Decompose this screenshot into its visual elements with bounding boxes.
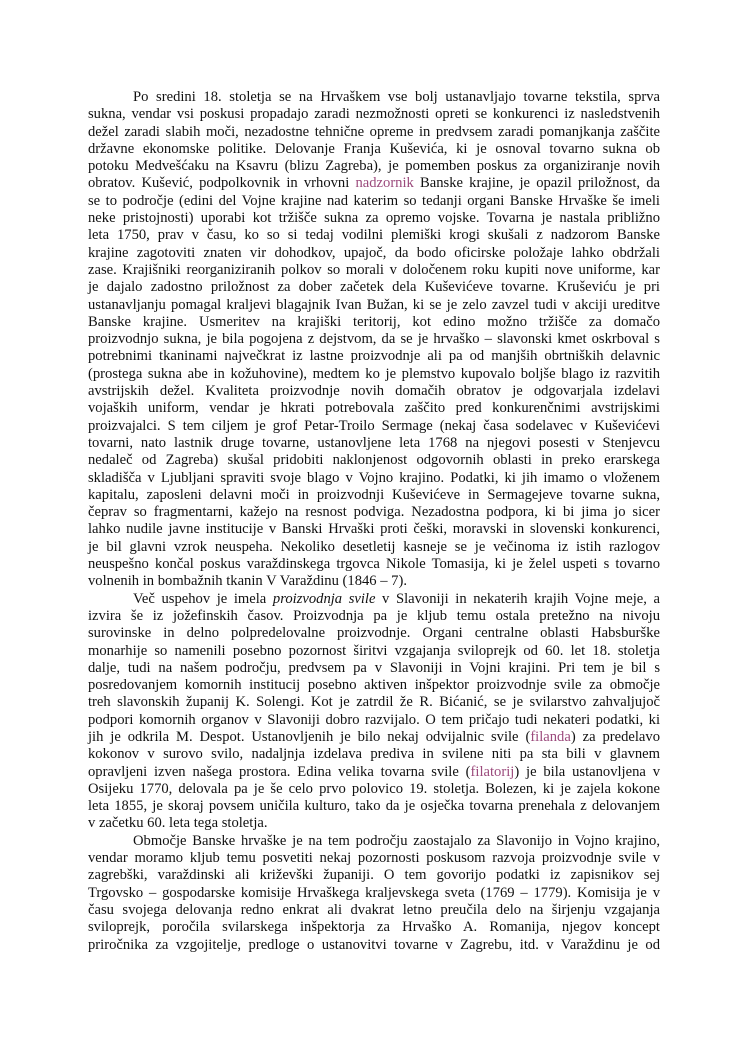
- text-segment: (prostega sukna abe in kožuhovine), medtem ko je plemstvo kupovalo boljše blago iz razvitih: [88, 365, 660, 382]
- text-line: [88, 106, 660, 123]
- text-segment: posredovanjem komornih institucij posebno aktiven inšpektor proizvodnje svile za območje: [88, 677, 660, 694]
- text-segment: zagrebški, varaždinski ali križevški županiji. O tem govorijo podatki iz zapisnikov sej: [88, 867, 660, 884]
- glossary-link[interactable]: nadzornik: [355, 175, 414, 192]
- text-line: [88, 885, 660, 902]
- text-line: [88, 435, 660, 452]
- text-line: [88, 902, 660, 919]
- text-segment: v Slavoniji in nekaterih krajih Vojne meje, a: [375, 590, 661, 607]
- text-line: [88, 694, 660, 711]
- text-line: [88, 833, 660, 850]
- text-segment: izvira še iz jožefinskih časov. Proizvodnja pa je kljub temu ostala pretežno na nivoju: [88, 607, 660, 624]
- text-line: [88, 867, 660, 884]
- text-line: [88, 850, 660, 867]
- text-segment: dalje, tudi na našem področju, predvsem pa v Slavoniji in Vojni krajini. Pri tem je bil s: [88, 659, 660, 676]
- text-line: [88, 158, 660, 175]
- text-segment: leta 1855, je skoraj povsem uničila kulturo, tako da je osječka tovarna prenehala z delovanjem: [88, 798, 660, 815]
- text-segment: državne ekonomske politike. Delovanje Franja Kuševića, ki je osnoval tovarno sukna ob: [88, 140, 660, 157]
- text-line: [88, 746, 660, 763]
- text-segment: Območje Banske hrvaške je na tem področju zaostajalo za Slavonijo in Vojno krajino,: [133, 832, 660, 849]
- text-segment: krajine zagotoviti znaten vir dohodkov, upajoč, da bodo oficirske položaje lahko obdržali: [88, 244, 660, 261]
- text-line: [88, 591, 660, 608]
- emphasized-text: proizvodnja svile: [272, 590, 376, 607]
- glossary-link[interactable]: filanda: [530, 728, 571, 745]
- text-segment: Osijeku 1770, delovala pa je še celo prvo polovico 19. stoletja. Bolezen, ki je zajela kokone: [88, 780, 660, 797]
- text-line: [88, 919, 660, 936]
- text-segment: Banske krajine. Usmeritev na krajiški teritorij, kot edino možno tržišče za domačo: [88, 313, 660, 330]
- text-segment: času svojega delovanja redno enkrat ali dvakrat letno preučila delo na širjenju vzgajanja: [88, 901, 660, 918]
- text-segment: nedaleč od Zagreba) skušal pridobiti naklonjenost odgovornih oblasti in preko erarskega: [88, 452, 660, 469]
- text-line: [88, 175, 660, 192]
- text-line: [88, 418, 660, 435]
- paragraph: [88, 591, 660, 833]
- text-segment: je bil glavni vzrok neuspeha. Nekoliko desetletij kasneje se je večinoma iz istih razlogov: [88, 538, 660, 555]
- text-line: [88, 521, 660, 538]
- text-line: [88, 470, 660, 487]
- text-segment: monarhije so namenili posebno pozornost širitvi vzgajanja sviloprejk od 60. let 18. stoletja: [88, 642, 660, 659]
- text-line: [88, 608, 660, 625]
- text-segment: potrebnimi tkaninami največkrat iz lastne proizvodnje ali pa od manjših obrtniških delavnic: [88, 348, 660, 365]
- text-segment: obratov. Kušević, podpolkovnik in vrhovni: [88, 175, 356, 192]
- paragraph: [88, 89, 660, 591]
- text-segment: volnenih in bombažnih tkanin V Varaždinu (1846 – 7).: [88, 573, 407, 590]
- text-segment: ) za predelavo: [570, 728, 660, 745]
- text-line: [88, 210, 660, 227]
- text-segment: Več uspehov je imela: [133, 590, 273, 607]
- text-line: [88, 937, 660, 954]
- text-segment: treh slavonskih županij K. Solengi. Kot je zatrdil že R. Bićanić, se je svilarstvo zahvaljujoč: [88, 694, 660, 711]
- text-line: [88, 764, 660, 781]
- text-line: [88, 643, 660, 660]
- text-segment: čeprav so fragmentarni, kažejo na resnost podviga. Nezadostna podpora, ki bi jima jo sicer: [88, 504, 660, 521]
- text-line: [88, 366, 660, 383]
- text-segment: ustanavljanju pomagal kraljevi blagajnik Ivan Bužan, ki se je zelo zavzel tudi v akciji ureditve: [88, 296, 660, 313]
- text-segment: sukna, vendar vsi poskusi propadajo zaradi nezmožnosti opreti se konkurenci iz nasledstvenih: [88, 106, 660, 123]
- text-segment: proizvodnjo sukna, je bila pogojena z dejstvom, da se je hrvaško – slavonski kmet oskrboval s: [88, 331, 660, 348]
- text-segment: jih je odkrila M. Despot. Ustanovljenih je bilo nekaj odvijalnic svile (: [88, 728, 531, 745]
- text-line: [88, 504, 660, 521]
- text-line: [88, 279, 660, 296]
- text-segment: proizvajalci. S tem ciljem je grof Petar-Troilo Sermage (nekaj časa sodelavec v Kuševićevi: [88, 417, 660, 434]
- text-line: [88, 383, 660, 400]
- text-segment: avstrijskih dežel. Kvaliteta proizvodnje novih domačih obratov je odgovarjala izdelavi: [88, 383, 660, 400]
- text-line: [88, 798, 660, 815]
- text-segment: potoku Medvešćaku na Ksavru (blizu Zagreba), je pomemben poskus za organiziranje novih: [88, 158, 660, 175]
- text-line: [88, 331, 660, 348]
- text-line: [88, 729, 660, 746]
- text-line: [88, 660, 660, 677]
- text-line: [88, 487, 660, 504]
- text-segment: kokonov v surovo svilo, nadaljnja izdelava prediva in svilene niti pa sta bili v glavnem: [88, 746, 660, 763]
- text-segment: se to področje (edini del Vojne krajine nad katerim so tedanji organi Banske Hrvaške še imeli: [88, 192, 660, 209]
- text-line: [88, 124, 660, 141]
- text-line: [88, 227, 660, 244]
- text-segment: surovinske in delno polpredelovalne proizvodnje. Organi centralne oblasti Habsburške: [88, 625, 660, 642]
- text-segment: skladišča v Ljubljani spraviti svoje blago v Vojno krajino. Podatki, ki jih imamo o vloženem: [88, 469, 660, 486]
- text-line: [88, 141, 660, 158]
- text-segment: ) je bila ustanovljena v: [514, 763, 660, 780]
- text-line: [88, 262, 660, 279]
- text-line: [88, 677, 660, 694]
- text-line: [88, 314, 660, 331]
- text-segment: opravljeni izven našega prostora. Edina velika tovarna svile (: [88, 763, 471, 780]
- text-segment: vendar moramo kljub temu posvetiti nekaj pozornosti poskusom razvoja proizvodnje svile v: [88, 850, 660, 867]
- document-page: [88, 89, 660, 954]
- text-segment: neke pristojnosti) uporabi kot tržišče sukna za opremo vojske. Tovarna je nastala približno: [88, 210, 660, 227]
- text-segment: neuspešno končal poskus varaždinskega trgovca Nikole Tomasija, ki je želel uspeti s tovarno: [88, 556, 660, 573]
- text-segment: v začetku 60. leta tega stoletja.: [88, 815, 268, 832]
- text-line: [88, 297, 660, 314]
- text-segment: zase. Krajišniki reorganiziranih polkov so morali v določenem roku kupiti nove uniforme, kar: [88, 261, 660, 278]
- text-segment: lahko nudile javne institucije v Banski Hrvaški proti češki, moravski in slovenski konkurenci,: [88, 521, 660, 538]
- text-line: [88, 573, 660, 590]
- text-segment: priročnika za vzgojitelje, predloge o ustanovitvi tovarne v Zagrebu, itd. v Varaždinu je od: [88, 936, 660, 953]
- text-segment: leta 1750, prav v času, ko so si tedaj vodilni plemiški krogi skušali z nadzorom Banske: [88, 227, 660, 244]
- text-line: [88, 815, 660, 832]
- text-segment: vojaških uniform, vendar je hkrati potrebovala zaščito pred konkurenčnimi avstrijskimi: [88, 400, 660, 417]
- text-segment: sviloprejk, poročila svilarskega inšpektorja za Hrvaško A. Romanija, njegov koncept: [88, 919, 660, 936]
- text-line: [88, 712, 660, 729]
- text-segment: kapitalu, zaposleni delavni moči in proizvodnji Kuševićeve in Sermagejeve tovarne sukna,: [88, 486, 660, 503]
- paragraph: [88, 833, 660, 954]
- text-line: [88, 539, 660, 556]
- text-segment: Po sredini 18. stoletja se na Hrvaškem vse bolj ustanavljajo tovarne tekstila, sprva: [133, 89, 660, 105]
- text-segment: tovarni, nato lastnik druge tovarne, ustanovljene leta 1768 na njegovi posesti v Stenjevcu: [88, 434, 660, 451]
- text-line: [88, 193, 660, 210]
- text-segment: je dajalo zadostno priložnost za dober začetek dela Kuševićeve tovarne. Kruševiću je pri: [88, 279, 660, 296]
- text-line: [88, 452, 660, 469]
- text-line: [88, 400, 660, 417]
- text-line: [88, 89, 660, 106]
- text-line: [88, 348, 660, 365]
- text-segment: Banske krajine, je opazil priložnost, da: [413, 175, 660, 192]
- text-segment: Trgovsko – gospodarske komisije Hrvaškega kraljevskega sveta (1769 – 1779). Komisija je v: [88, 884, 660, 901]
- text-segment: podpori komornih organov v Slavoniji dobro razvijalo. O tem pričajo tudi nekateri podatki, ki: [88, 711, 660, 728]
- text-line: [88, 781, 660, 798]
- text-segment: dežel zaradi slabih moči, nezadostne tehnične opreme in predvsem zaradi pomanjkanja zaščite: [88, 123, 660, 140]
- text-line: [88, 556, 660, 573]
- text-line: [88, 245, 660, 262]
- glossary-link[interactable]: filatorij: [470, 763, 515, 780]
- text-line: [88, 625, 660, 642]
